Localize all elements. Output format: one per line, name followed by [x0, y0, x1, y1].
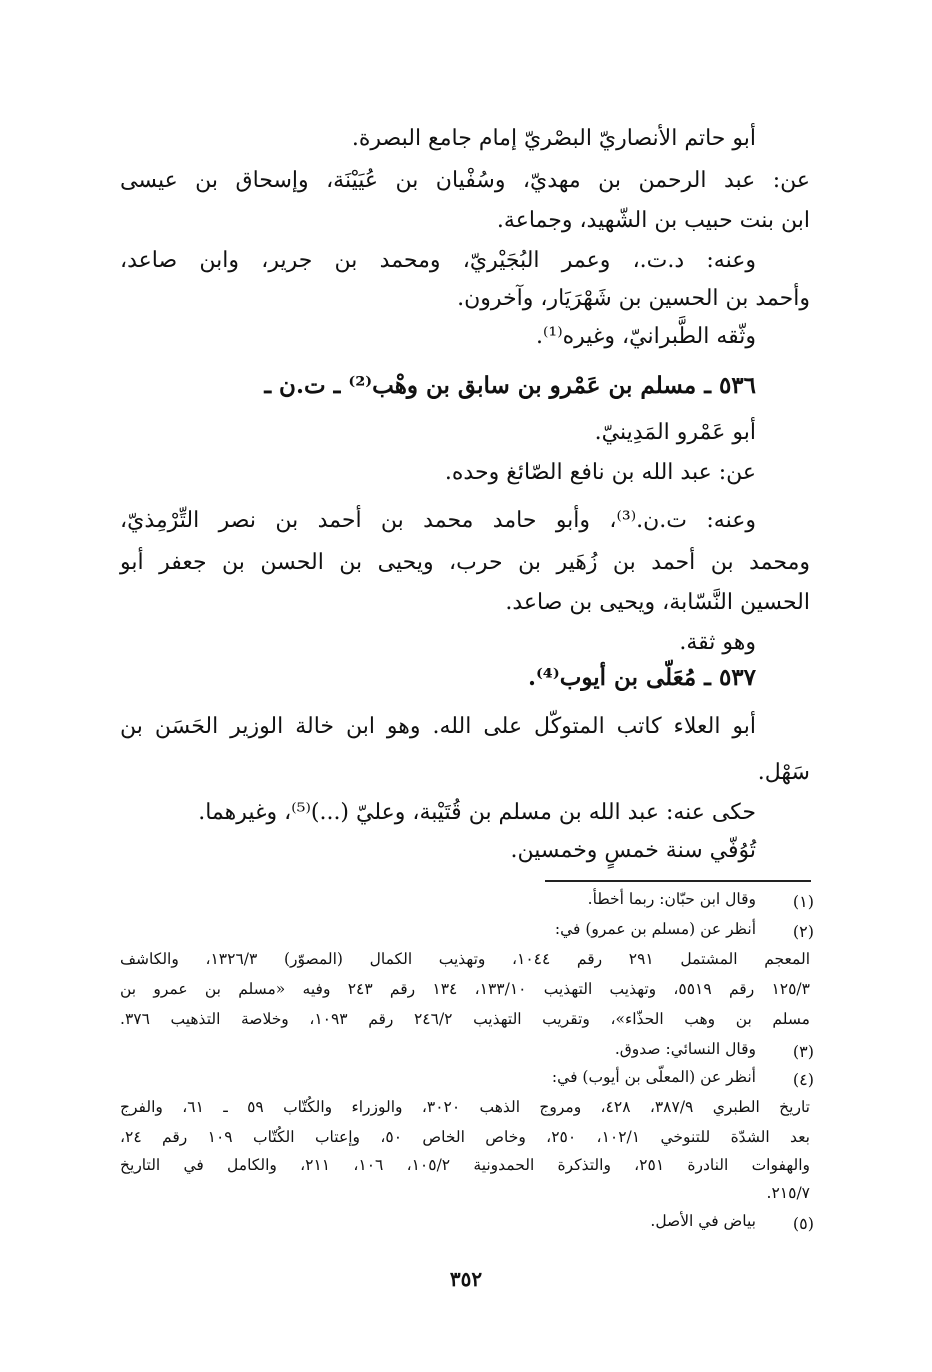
text-line: أبو حاتم الأنصاريّ البصْريّ إمام جامع البصرة.: [351, 126, 756, 151]
footnote-line: والهفوات النادرة ٢٥١، والتذكرة الحمدونية ١٠٥/٢، ١٠٦، ٢١١، والكامل في التاريخ: [120, 1156, 810, 1174]
footnote-line: وقال النسائي: صدوق.: [614, 1040, 756, 1058]
footnote-line: تاريخ الطبري ٣٨٧/٩، ٤٢٨، ومروج الذهب ٣٠٢٠، والوزراء والكُتّاب ٥٩ ـ ٦١، والفرج: [120, 1098, 810, 1116]
text-line: ومحمد بن أحمد بن زُهَير بن حرب، ويحيى بن الحسن بن جعفر أبو: [120, 550, 810, 575]
footnote-line: أنظر عن (مسلم بن عمرو) في:: [554, 920, 756, 938]
text-line: وعنه: ت.ن.⁽³⁾، وأبو حامد محمد بن أحمد بن نصر التِّرْمِذيّ،: [120, 508, 756, 533]
footnote-line: بعد الشدّة للتنوخي ١٠٢/١، ٢٥٠، وخاص الخاص ٥٠، وإعتاب الكُتّاب ١٠٩ رقم ٢٤،: [120, 1128, 810, 1146]
footnote-line: بياض في الأصل.: [650, 1212, 756, 1230]
text-line: وعنه: د.ت.، وعمر البُجَيْريّ، ومحمد بن جرير، وابن صاعد،: [120, 248, 756, 273]
entry-heading: ٥٣٧ ـ مُعَلّى بن أيوب⁽⁴⁾.: [527, 664, 756, 691]
text-line: وثّقه الطَّبرانيّ، وغيره⁽¹⁾.: [535, 324, 756, 349]
footnote-number: (١): [792, 892, 814, 911]
text-line: عن: عبد الرحمن بن مهديّ، وسُفْيان بن عُيَيْنَة، وإسحاق بن عيسى: [120, 168, 810, 193]
footnote-number: (٥): [792, 1214, 814, 1233]
footnote-number: (٣): [792, 1042, 814, 1061]
footnote-number: (٤): [792, 1070, 814, 1089]
text-line: سَهْل.: [757, 760, 810, 785]
footnote-line: ٢١٥/٧.: [766, 1184, 810, 1202]
text-line: حكى عنه: عبد الله بن مسلم بن قُتَيْبة، وعليّ (...)⁽⁵⁾، وغيرهما.: [198, 800, 756, 825]
text-line: ابن بنت حبيب بن الشّهيد، وجماعة.: [496, 208, 810, 233]
entry-heading: ٥٣٦ ـ مسلم بن عَمْرو بن سابق بن وهْب⁽²⁾ ـ ت.ن ـ: [264, 372, 756, 399]
text-line: عن: عبد الله بن نافع الصّائغ وحده.: [444, 460, 756, 485]
footnote-line: وقال ابن حبّان: ربما أخطأ.: [587, 890, 756, 908]
text-line: أبو العلاء كاتب المتوكّل على الله. وهو ابن خالة الوزير الحَسَن بن: [120, 714, 756, 739]
page-number: ٣٥٢: [449, 1267, 483, 1291]
footnote-separator: [545, 880, 811, 882]
footnote-line: ١٢٥/٣ رقم ٥٥١٩، وتهذيب التهذيب ١٣٣/١٠، ١٣٤ رقم ٢٤٣ وفيه «مسلم بن عمرو بن: [120, 980, 810, 998]
footnote-line: مسلم بن وهب الحذّاء»، وتقريب التهذيب ٢٤٦/٢ رقم ١٠٩٣، وخلاصة التذهيب ٣٧٦.: [120, 1010, 810, 1028]
text-line: وأحمد بن الحسين بن شَهْرَيَار، وآخرون.: [457, 286, 810, 311]
text-line: أبو عَمْرو المَدِينيّ.: [594, 420, 756, 445]
footnote-line: أنظر عن (المعلّى بن أيوب) في:: [551, 1068, 756, 1086]
text-line: الحسين النَّسّابة، ويحيى بن صاعد.: [505, 590, 810, 615]
text-line: وهو ثقة.: [679, 630, 756, 655]
footnote-number: (٢): [792, 922, 814, 941]
footnote-line: المعجم المشتمل ٢٩١ رقم ١٠٤٤، وتهذيب الكمال (المصوّر) ١٣٢٦/٣، والكاشف: [120, 950, 810, 968]
text-line: تُوُفّي سنة خمسٍ وخمسين.: [510, 838, 756, 863]
